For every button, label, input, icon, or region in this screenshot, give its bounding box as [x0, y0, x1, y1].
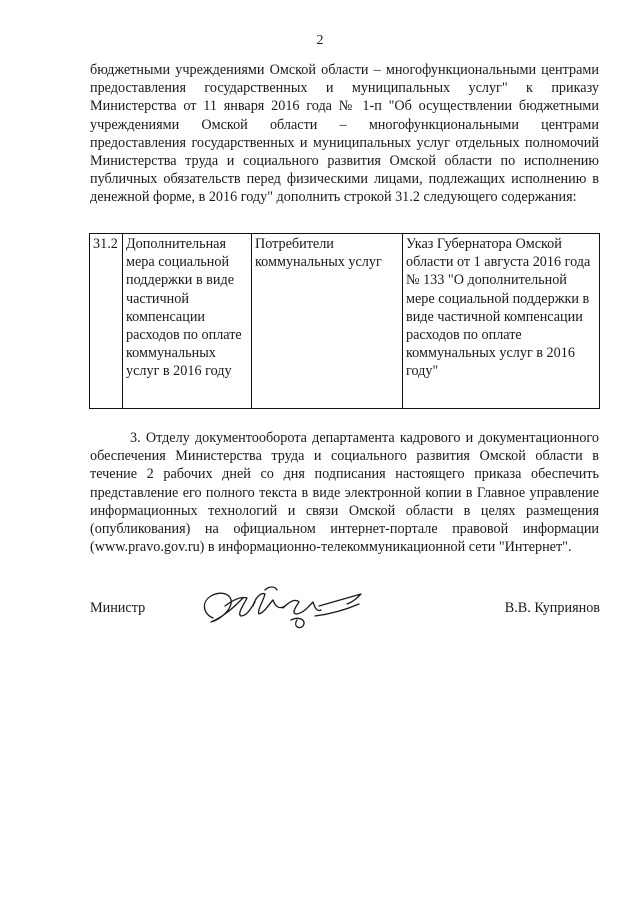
page-number: 2 [316, 33, 324, 48]
measure-cell: Дополнительная мера социальной поддержки в виде частичной компенсации расходов по оплате коммунальных услуг в 2016 году [123, 234, 252, 409]
signatory-title: Министр [90, 600, 146, 616]
insert-table [89, 233, 600, 409]
recipients-cell: Потребители коммунальных услуг [252, 234, 403, 409]
table-row [90, 234, 600, 409]
clause-3-paragraph: 3. Отделу документооборота департамента кадрового и документационного обеспечения Министерства труда и социального развития Омской области в течение 2 рабочих дней со дня подписания настоящего приказа обеспечить представление его полного текста в виде электронной копии в Главное управление информационных технологий и связи Омской области в целях размещения (опубликования) на официальном интернет-портале правовой информации (www.pravo.gov.ru) в информационно-телекоммуникационной сети "Интернет". [90, 430, 599, 556]
intro-paragraph: бюджетными учреждениями Омской области – многофункциональными центрами предоставления государственных и муниципальных услуг" к приказу Министерства от 11 января 2016 года № 1-п "Об осуществлении бюджетными учреждениями Омской области – многофункциональными центрами предоставления государственных и муниципальных услуг отдельных полномочий Министерства труда и социального развития Омской области по исполнению публичных обязательств перед физическими лицами, подлежащих исполнению в денежной форме, в 2016 году" дополнить строкой 31.2 следующего содержания: [90, 62, 599, 206]
row-number-cell: 31.2 [90, 234, 123, 409]
handwritten-signature [195, 576, 370, 630]
legal-basis-cell: Указ Губернатора Омской области от 1 августа 2016 года № 133 "О дополнительной мере социальной поддержки в виде частичной компенсации расходов по оплате коммунальных услуг в 2016 году" [403, 234, 600, 409]
signatory-name: В.В. Куприянов [504, 600, 600, 616]
